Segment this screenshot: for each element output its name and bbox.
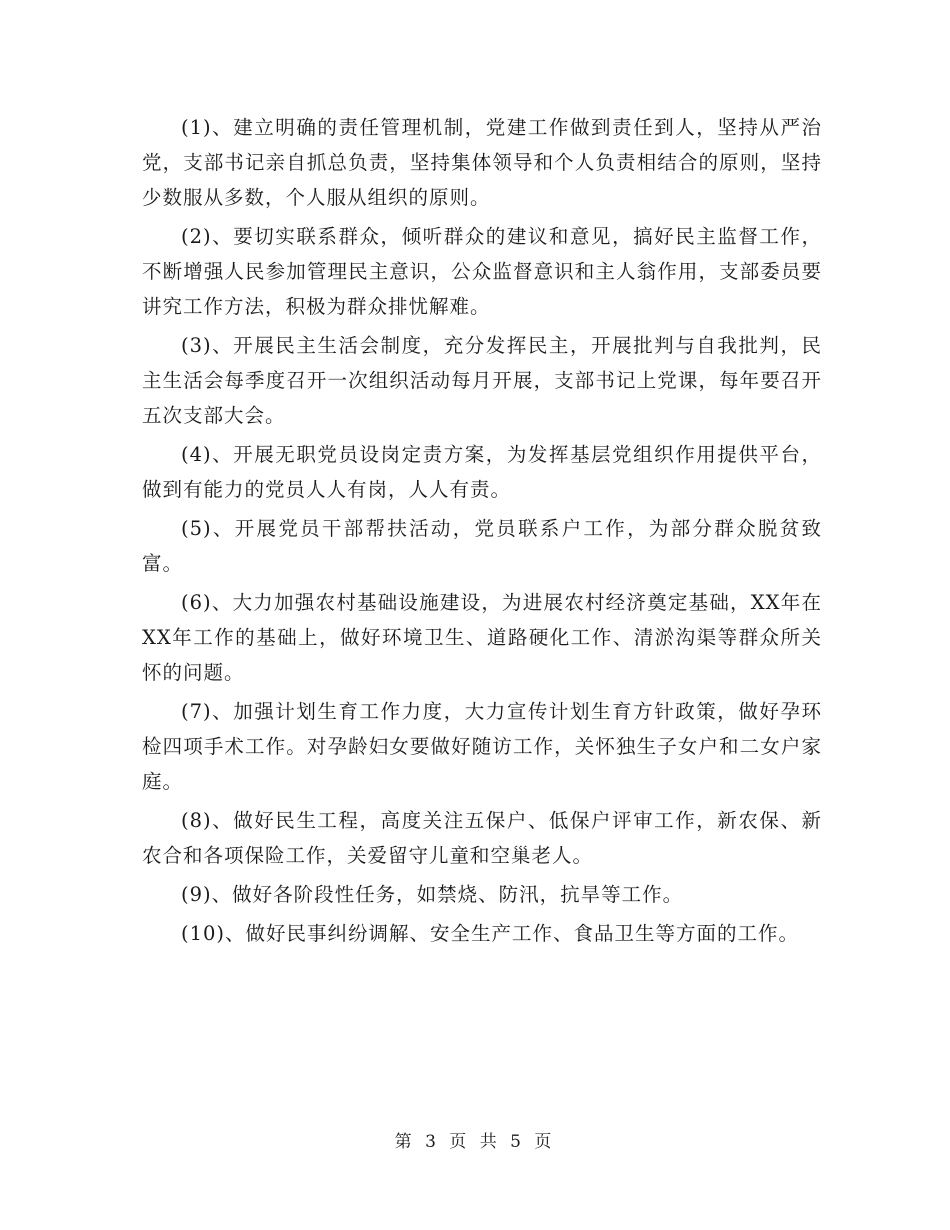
page-number-footer: 第 3 页 共 5 页 bbox=[394, 1132, 556, 1152]
paragraph-5: (5)、开展党员干部帮扶活动，党员联系户工作，为部分群众脱贫致富。 bbox=[142, 517, 822, 575]
paragraph-3: (3)、开展民主生活会制度，充分发挥民主，开展批判与自我批判，民主生活会每季度召开一次组织活动每月开展，支部书记上党课，每年要召开五次支部大会。 bbox=[142, 334, 822, 427]
paragraph-4: (4)、开展无职党员设岗定责方案，为发挥基层党组织作用提供平台，做到有能力的党员人人有岗，人人有责。 bbox=[142, 443, 822, 501]
paragraph-8: (8)、做好民生工程，高度关注五保户、低保户评审工作，新农保、新农合和各项保险工作，关爱留守儿童和空巢老人。 bbox=[142, 809, 822, 867]
paragraph-9: (9)、做好各阶段性任务，如禁烧、防汛，抗旱等工作。 bbox=[181, 883, 684, 906]
document-body bbox=[142, 110, 822, 955]
paragraph-7: (7)、加强计划生育工作力度，大力宣传计划生育方针政策，做好孕环检四项手术工作。对孕龄妇女要做好随访工作，关怀独生子女户和二女户家庭。 bbox=[142, 700, 822, 793]
paragraph-2: (2)、要切实联系群众，倾听群众的建议和意见，搞好民主监督工作，不断增强人民参加管理民主意识，公众监督意识和主人翁作用，支部委员要讲究工作方法，积极为群众排忧解难。 bbox=[142, 225, 822, 318]
paragraph-10: (10)、做好民事纠纷调解、安全生产工作、食品卫生等方面的工作。 bbox=[181, 922, 800, 945]
paragraph-6: (6)、大力加强农村基础设施建设，为进展农村经济奠定基础，XX年在XX年工作的基础上，做好环境卫生、道路硬化工作、清淤沟渠等群众所关怀的问题。 bbox=[142, 591, 822, 684]
paragraph-1: (1)、建立明确的责任管理机制，党建工作做到责任到人，坚持从严治党，支部书记亲自抓总负责，坚持集体领导和个人负责相结合的原则，坚持少数服从多数，个人服从组织的原则。 bbox=[142, 116, 822, 209]
